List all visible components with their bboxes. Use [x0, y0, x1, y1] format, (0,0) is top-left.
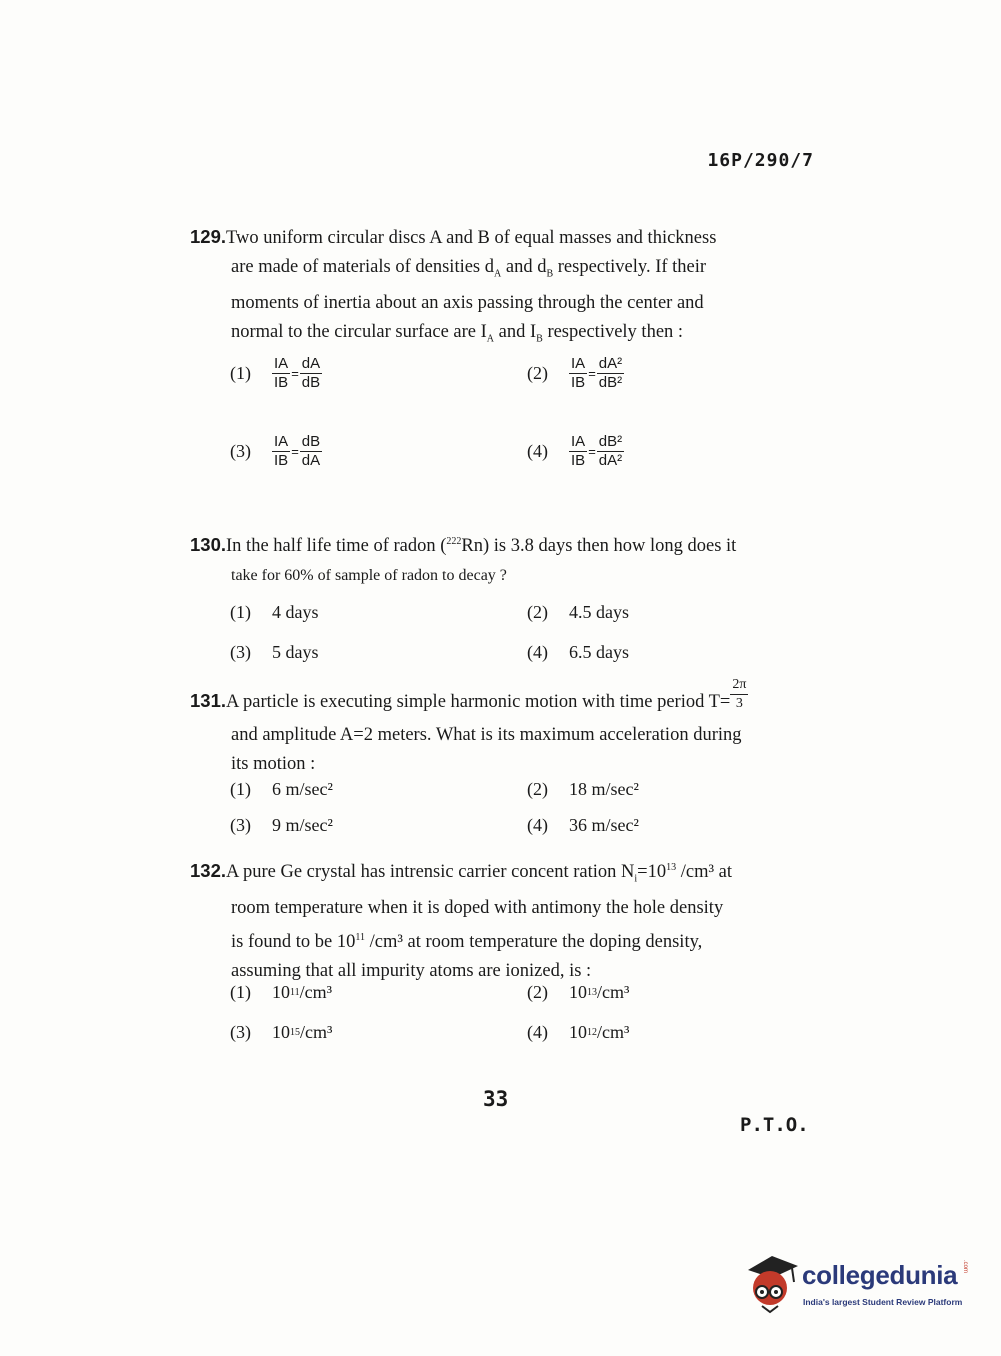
- logo-wordmark: collegedunia: [802, 1260, 958, 1290]
- question-text-line: A particle is executing simple harmonic motion with time period T=: [226, 691, 731, 712]
- page-number: 33: [483, 1087, 509, 1111]
- question-text-line: Two uniform circular discs A and B of equal masses and thickness: [226, 228, 717, 248]
- option-3[interactable]: (3) $\frac{IA}{IB}$ = $\frac{dB}{dA}$: [230, 433, 321, 469]
- collegedunia-logo: [742, 1252, 972, 1322]
- question-text-line: assuming that all impurity atoms are ionized, is :: [231, 961, 592, 981]
- option-2[interactable]: (2) $\frac{IA}{IB}$ = $\frac{\text{dA²}}{\text{dB²}}$: [527, 355, 623, 391]
- option-4[interactable]: (4) 10 12 /cm³: [527, 1022, 630, 1042]
- question-132: [190, 853, 815, 986]
- option-3[interactable]: (3) 5 days: [230, 642, 319, 662]
- logo-tagline: India's largest Student Review Platform: [803, 1297, 963, 1307]
- question-text-line: is found to be $10^{11}$ /cm³ at room temperature the doping density,: [231, 931, 703, 952]
- question-text-line: In the half life time of radon ($^{222}$Rn) is 3.8 days then how long does it: [226, 536, 737, 557]
- option-1[interactable]: (1) 4 days: [230, 602, 319, 622]
- question-text-line: take for 60% of sample of radon to decay ?: [231, 567, 507, 585]
- question-131: [190, 677, 815, 779]
- question-number: 131.: [190, 689, 227, 711]
- time-period-fraction: $\frac{2\pi}{3}$: [732, 677, 747, 711]
- option-2[interactable]: (2) 18 m/sec²: [527, 779, 639, 799]
- question-text-line: A pure Ge crystal has intrensic carrier concent ration $N_i=10^{13}$ /cm³ at: [226, 862, 732, 885]
- question-text-line: and amplitude A=2 meters. What is its maximum acceleration during: [231, 725, 742, 745]
- logo-dotcom: .com: [962, 1260, 968, 1274]
- option-2[interactable]: (2) 10 13 /cm³: [527, 982, 630, 1002]
- option-4[interactable]: (4) 36 m/sec²: [527, 815, 639, 835]
- question-130: [190, 527, 815, 590]
- option-4[interactable]: (4) $\frac{IA}{IB}$ = $\frac{\text{dB²}}{\text{dA²}}$: [527, 433, 623, 469]
- option-1[interactable]: (1) 6 m/sec²: [230, 779, 333, 799]
- option-1[interactable]: (1) $\frac{IA}{IB}$ = $\frac{dA}{dB}$: [230, 355, 321, 391]
- option-2[interactable]: (2) 4.5 days: [527, 602, 629, 622]
- question-text-line: its motion :: [231, 754, 316, 774]
- option-3[interactable]: (3) 10 15 /cm³: [230, 1022, 333, 1042]
- option-1[interactable]: (1) 10 11 /cm³: [230, 982, 333, 1002]
- option-3[interactable]: (3) 9 m/sec²: [230, 815, 333, 835]
- question-text-line: moments of inertia about an axis passing through the center and: [231, 292, 704, 313]
- question-number: 129.: [190, 226, 227, 247]
- question-text-line: normal to the circular surface are $I_A$ and $I_B$ respectively then :: [231, 321, 684, 345]
- question-129: [190, 222, 815, 353]
- question-text-line: room temperature when it is doped with antimony the hole density: [231, 897, 724, 918]
- mascot-icon: [742, 1252, 802, 1314]
- option-4[interactable]: (4) 6.5 days: [527, 642, 629, 662]
- pto-label: P.T.O.: [740, 1114, 809, 1136]
- question-number: 132.: [190, 860, 227, 882]
- question-text-line: are made of materials of densities $d_A$ and $d_B$ respectively. If their: [231, 257, 707, 280]
- question-number: 130.: [190, 534, 227, 556]
- paper-code: 16P/290/7: [707, 150, 814, 171]
